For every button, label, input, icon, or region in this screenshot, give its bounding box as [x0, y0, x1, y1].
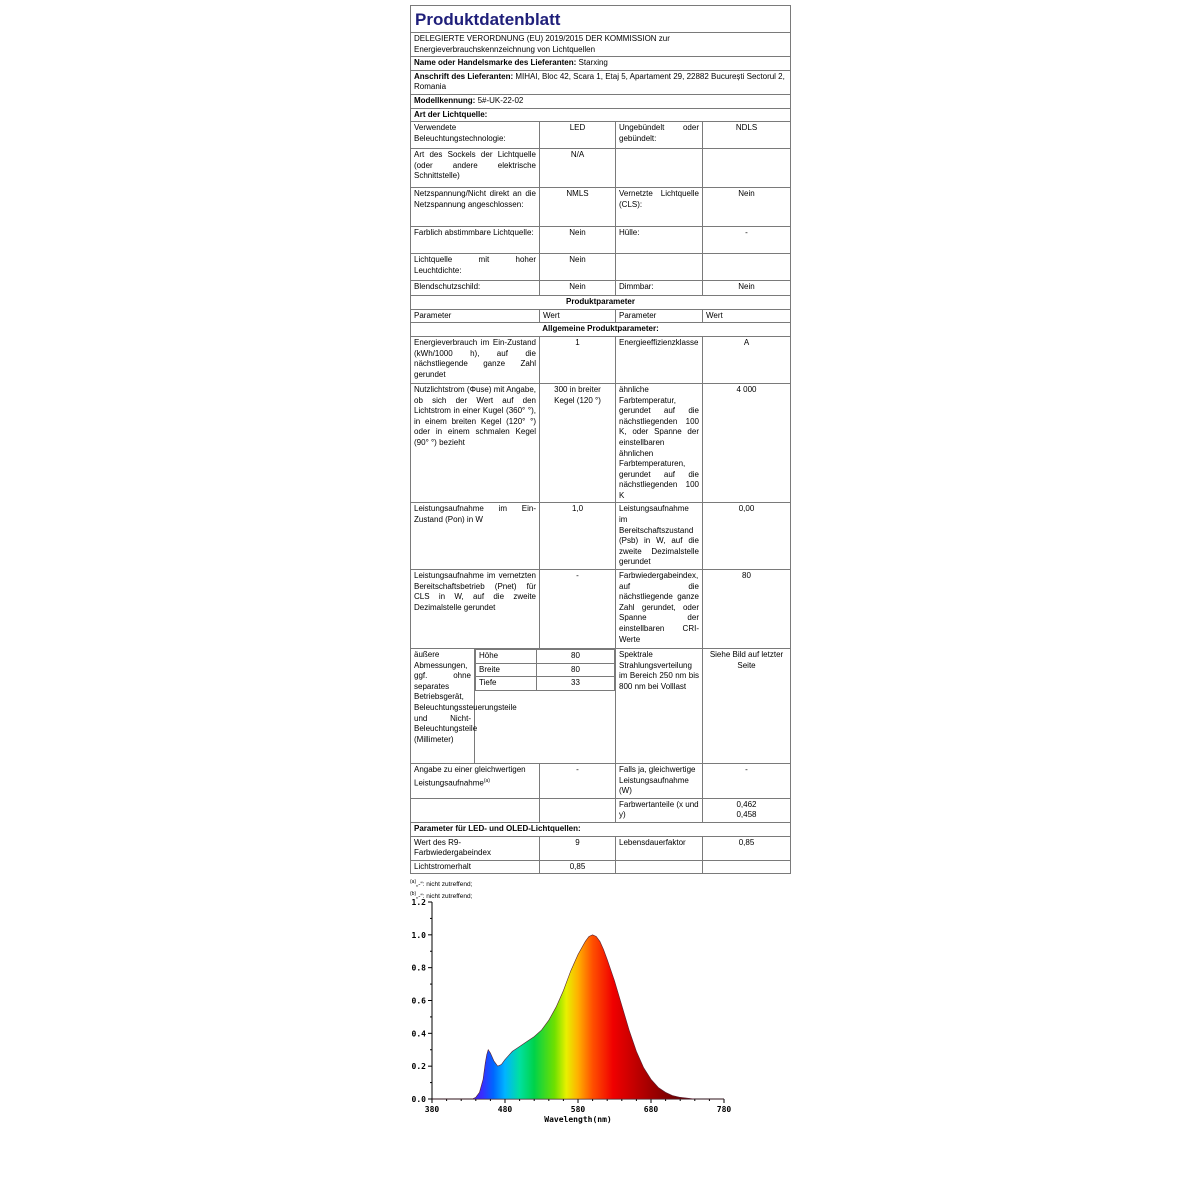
equiv-row	[411, 764, 791, 799]
led-label: Lichtstromerhalt	[411, 860, 540, 874]
dimension-row	[476, 650, 615, 664]
type-value-2	[703, 254, 791, 281]
general-value: 300 in breiter Kegel (120 °)	[540, 383, 616, 503]
footnote-text: „-“: nicht zutreffend;	[416, 881, 473, 889]
x-tick-labels	[425, 1105, 732, 1114]
type-value-2: -	[703, 227, 791, 254]
type-row	[411, 188, 791, 227]
x-tick-label: 580	[570, 1105, 586, 1114]
chroma-values	[703, 798, 791, 822]
dimension-value: 80	[537, 650, 615, 664]
led-row	[411, 860, 791, 874]
type-value-2: Nein	[703, 281, 791, 296]
col-param-2: Parameter	[616, 309, 703, 323]
type-label: Lichtquelle mit hoher Leuchtdichte:	[411, 254, 540, 281]
spectral-label: Spektrale Strahlungsverteilung im Bereich 250 nm bis 800 nm bei Volllast	[616, 649, 703, 764]
sheet-title: Produktdatenblatt	[411, 6, 791, 33]
general-value: -	[540, 570, 616, 649]
type-value: Nein	[540, 227, 616, 254]
chroma-empty-1	[411, 798, 540, 822]
type-row	[411, 227, 791, 254]
general-row	[411, 383, 791, 503]
led-header: Parameter für LED- und OLED-Lichtquellen:	[411, 823, 791, 837]
general-value-2: 4 000	[703, 383, 791, 503]
x-tick-label: 380	[424, 1105, 440, 1114]
general-row	[411, 570, 791, 649]
led-value-2: 0,85	[703, 836, 791, 860]
type-label: Netzspannung/Nicht direkt an die Netzspannung angeschlossen:	[411, 188, 540, 227]
type-value-2: NDLS	[703, 122, 791, 149]
y-tick-label: 0.2	[411, 1062, 426, 1072]
data-sheet-table	[410, 5, 791, 874]
led-label-2: Lebensdauerfaktor	[616, 836, 703, 860]
footnote	[410, 878, 790, 889]
col-value-1: Wert	[540, 309, 616, 323]
general-label-2: Leistungsaufnahme im Bereitschaftszustand (Psb) in W, auf die zweite Dezimalstelle gerundet	[616, 503, 703, 570]
x-tick-label: 680	[643, 1105, 659, 1114]
general-rows	[411, 336, 791, 648]
general-value-2: A	[703, 336, 791, 383]
type-label-2: Hülle:	[616, 227, 703, 254]
model-value: 5#-UK-22-02	[477, 95, 524, 105]
type-row	[411, 281, 791, 296]
type-label-2: Vernetzte Lichtquelle (CLS):	[616, 188, 703, 227]
product-data-sheet	[410, 5, 790, 901]
type-label: Farblich abstimmbare Lichtquelle:	[411, 227, 540, 254]
general-label-2: Farbwiedergabeindex, auf die nächstliegende ganze Zahl gerundet, oder Spanne der einstellbaren CRI-Werte	[616, 570, 703, 649]
general-row	[411, 503, 791, 570]
general-label: Energieverbrauch im Ein-Zustand (kWh/1000 h), auf die nächstliegende ganze Zahl gerundet	[411, 336, 540, 383]
type-value-2: Nein	[703, 188, 791, 227]
chroma-y: 0,458	[736, 810, 757, 820]
type-value: Nein	[540, 281, 616, 296]
footnote-mark: (a)	[410, 879, 417, 886]
dimension-name: Tiefe	[476, 677, 537, 691]
y-tick-label: 0.4	[411, 1029, 426, 1039]
dimension-name: Breite	[476, 663, 537, 677]
type-label-2	[616, 254, 703, 281]
type-value: N/A	[540, 149, 616, 188]
led-value-2	[703, 860, 791, 874]
chroma-label: Farbwertanteile (x und y)	[616, 798, 703, 822]
type-value: Nein	[540, 254, 616, 281]
type-label-2: Ungebündelt oder gebündelt:	[616, 122, 703, 149]
y-tick-label: 0.8	[411, 963, 426, 973]
col-param-1: Parameter	[411, 309, 540, 323]
regulation-text: DELEGIERTE VERORDNUNG (EU) 2019/2015 DER KOMMISSION zur Energieverbrauchskennzeichnung von Lichtquellen	[411, 33, 791, 57]
led-value: 9	[540, 836, 616, 860]
y-tick-label: 1.0	[411, 930, 426, 940]
general-value: 1	[540, 336, 616, 383]
y-tick-label: 1.2	[411, 898, 426, 907]
general-label-2: Energieeffizienzklasse	[616, 336, 703, 383]
model-row	[411, 94, 791, 108]
equiv-label-2: Falls ja, gleichwertige Leistungsaufnahme (W)	[616, 764, 703, 799]
general-label: Leistungsaufnahme im Ein-Zustand (Pon) in W	[411, 503, 540, 570]
y-tick-labels	[412, 898, 427, 1104]
general-value-2: 0,00	[703, 503, 791, 570]
equiv-label-cell	[411, 764, 540, 799]
dimension-value: 80	[537, 663, 615, 677]
equiv-footnote-mark: (a)	[483, 777, 490, 784]
general-row	[411, 336, 791, 383]
type-rows	[411, 122, 791, 296]
supplier-name-row	[411, 57, 791, 71]
y-tick-label: 0.6	[411, 996, 426, 1006]
general-value: 1,0	[540, 503, 616, 570]
supplier-address-row	[411, 70, 791, 94]
footnote-mark: (b)	[410, 890, 417, 897]
type-row	[411, 149, 791, 188]
spectrum-area	[432, 935, 724, 1099]
type-label: Verwendete Beleuchtungstechnologie:	[411, 122, 540, 149]
type-value: LED	[540, 122, 616, 149]
supplier-name-label: Name oder Handelsmarke des Lieferanten:	[414, 58, 577, 68]
spectrum-chart	[405, 890, 735, 1125]
led-value: 0,85	[540, 860, 616, 874]
col-value-2: Wert	[703, 309, 791, 323]
type-value-2	[703, 149, 791, 188]
dimensions-table	[475, 649, 615, 691]
type-label-2	[616, 149, 703, 188]
spectral-value: Siehe Bild auf letzter Seite	[703, 649, 791, 764]
equiv-label: Angabe zu einer gleichwertigen Leistungsaufnahme	[414, 765, 526, 788]
type-label: Blendschutzschild:	[411, 281, 540, 296]
dimension-row	[476, 663, 615, 677]
dimension-row	[476, 677, 615, 691]
led-row	[411, 836, 791, 860]
supplier-name-value: Starxing	[578, 58, 608, 68]
general-label: Nutzlichtstrom (Φuse) mit Angabe, ob sich der Wert auf den Lichtstrom in einer Kugel (360° °), in einem breiten Kegel (120° °) oder in einem schmalen Kegel (90° °) bezieht	[411, 383, 540, 503]
general-label-2: ähnliche Farbtemperatur, gerundet auf die nächstliegenden 100 K, oder Spanne der einstellbaren ähnlichen Farbtemperaturen, gerundet auf die nächstliegenden 100 K	[616, 383, 703, 503]
type-row	[411, 122, 791, 149]
dimension-value: 33	[537, 677, 615, 691]
model-label: Modellkennung:	[414, 95, 476, 105]
type-row	[411, 254, 791, 281]
led-rows	[411, 836, 791, 874]
type-value: NMLS	[540, 188, 616, 227]
x-tick-label: 780	[716, 1105, 732, 1114]
dimension-name: Höhe	[476, 650, 537, 664]
y-tick-label: 0.0	[411, 1095, 426, 1104]
dimensions-row	[411, 649, 791, 764]
chroma-empty-2	[540, 798, 616, 822]
footnote-text: „-“: nicht zutreffend;	[416, 892, 473, 900]
x-tick-label: 480	[497, 1105, 513, 1114]
equiv-value: -	[540, 764, 616, 799]
dimensions-label: äußere Abmessungen, ggf. ohne separates Betriebsgerät, Beleuchtungssteuerungsteile und Nicht-Beleuchtungsteile (Millimeter)	[411, 649, 475, 764]
equiv-value-2: -	[703, 764, 791, 799]
general-label: Leistungsaufnahme im vernetzten Bereitschaftsbetrieb (Pnet) für CLS in W, auf die zweite Dezimalstelle gerundet	[411, 570, 540, 649]
general-header: Allgemeine Produktparameter:	[411, 323, 791, 337]
param-header: Produktparameter	[411, 296, 791, 310]
type-label-2: Dimmbar:	[616, 281, 703, 296]
general-value-2: 80	[703, 570, 791, 649]
x-axis-label: Wavelength(nm)	[544, 1115, 612, 1124]
supplier-address-label: Anschrift des Lieferanten:	[414, 71, 514, 81]
type-header: Art der Lichtquelle:	[411, 108, 791, 122]
chroma-x: 0,462	[736, 799, 757, 809]
led-label: Wert des R9-Farbwiedergabeindex	[411, 836, 540, 860]
led-label-2	[616, 860, 703, 874]
type-label: Art des Sockels der Lichtquelle (oder andere elektrische Schnittstelle)	[411, 149, 540, 188]
chroma-row	[411, 798, 791, 822]
supplier-address-value: MIHAI, Bloc 42, Scara 1, Etaj 5, Apartament 29, 22882 București Sectorul 2, Romania	[414, 71, 785, 92]
